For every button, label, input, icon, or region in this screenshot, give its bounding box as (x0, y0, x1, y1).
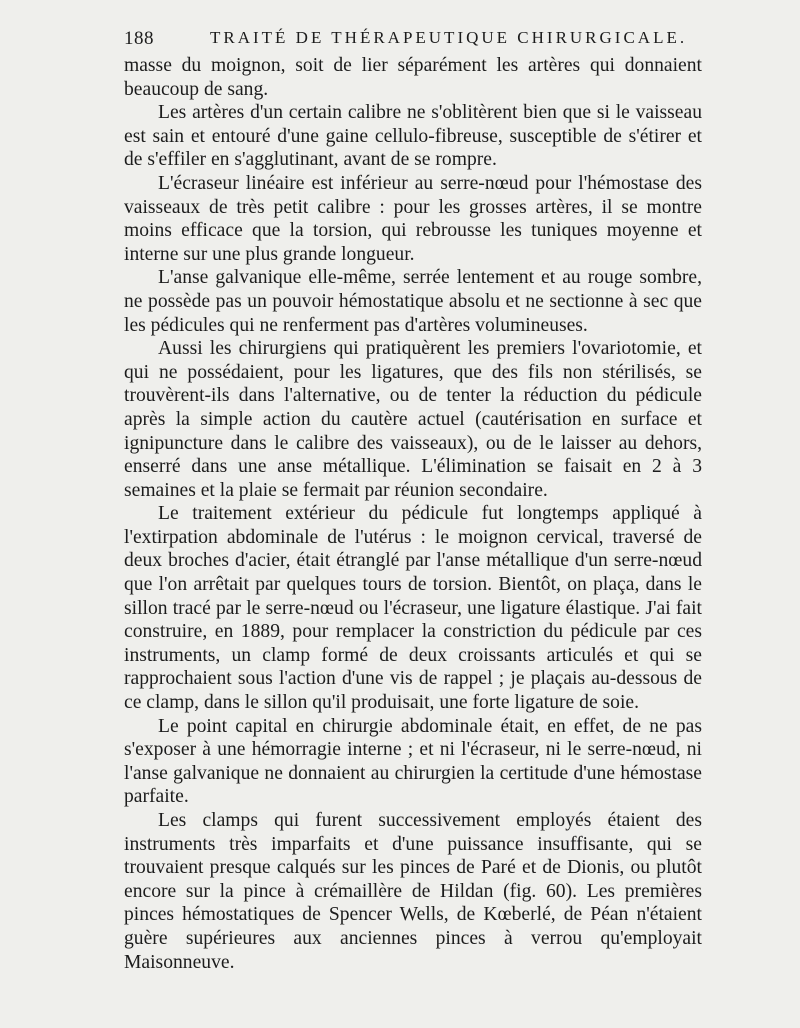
paragraph: Les artères d'un certain calibre ne s'oblitèrent bien que si le vaisseau est sain et entouré d'une gaine cellulo-fibreuse, susceptible de s'étirer et de s'effiler en s'agglutinant, avant de se rompre. (124, 102, 702, 171)
page-header (124, 20, 704, 50)
paragraph: L'anse galvanique elle-même, serrée lentement et au rouge sombre, ne possède pas un pouvoir hémostatique absolu et ne sectionne à sec que les pédicules qui ne renferment pas d'artères volumineuses. (124, 267, 702, 336)
body-text (124, 54, 702, 974)
paragraph: L'écraseur linéaire est inférieur au serre-nœud pour l'hémostase des vaisseaux de très petit calibre : pour les grosses artères, il se montre moins efficace que la torsion, qui rebrousse les tuniques moyenne et interne sur une plus grande longueur. (124, 172, 702, 265)
running-title: TRAITÉ DE THÉRAPEUTIQUE CHIRURGICALE. (210, 28, 688, 47)
paragraph: Les clamps qui furent successivement employés étaient des instruments très imparfaits et d'une puissance insuffisante, qui se trouvaient presque calqués sur les pinces de Paré et de Dionis, ou plutôt encore sur la pince à crémaillère de Hildan (fig. 60). Les premières pinces hémostatiques de Spencer Wells, de Kœberlé, de Péan n'étaient guère supérieures aux anciennes pinces à verrou qu'employait Maisonneuve. (124, 810, 702, 973)
paragraph: Le point capital en chirurgie abdominale était, en effet, de ne pas s'exposer à une hémorragie interne ; et ni l'écraseur, ni le serre-nœud, ni l'anse galvanique ne donnaient au chirurgien la certitude d'une hémostase parfaite. (124, 715, 702, 808)
paragraph-continuation: masse du moignon, soit de lier séparément les artères qui donnaient beaucoup de sang. (124, 55, 702, 100)
page-number: 188 (124, 28, 154, 49)
paragraph: Aussi les chirurgiens qui pratiquèrent les premiers l'ovariotomie, et qui ne possédaient, pour les ligatures, que des fils non stérilisés, se trouvèrent-ils dans l'alternative, ou de tenter la réduction du pédicule après la simple action du cautère actuel (cautérisation en surface et ignipuncture dans le calibre des vaisseaux), ou de le laisser au dehors, enserré dans une anse métallique. L'élimination se faisait en 2 à 3 semaines et la plaie se fermait par réunion secondaire. (124, 338, 702, 501)
paragraph: Le traitement extérieur du pédicule fut longtemps appliqué à l'extirpation abdominale de l'utérus : le moignon cervical, traversé de deux broches d'acier, était étranglé par l'anse métallique d'un serre-nœud que l'on arrêtait par quelques tours de torsion. Bientôt, on plaça, dans le sillon tracé par le serre-nœud ou l'écraseur, une ligature élastique. J'ai fait construire, en 1889, pour remplacer la constriction du pédicule par ces instruments, un clamp formé de deux croissants articulés et qui se rapprochaient sous l'action d'une vis de rappel ; je plaçais au-dessous de ce clamp, dans le sillon qu'il produisait, une forte ligature de soie. (124, 503, 702, 714)
